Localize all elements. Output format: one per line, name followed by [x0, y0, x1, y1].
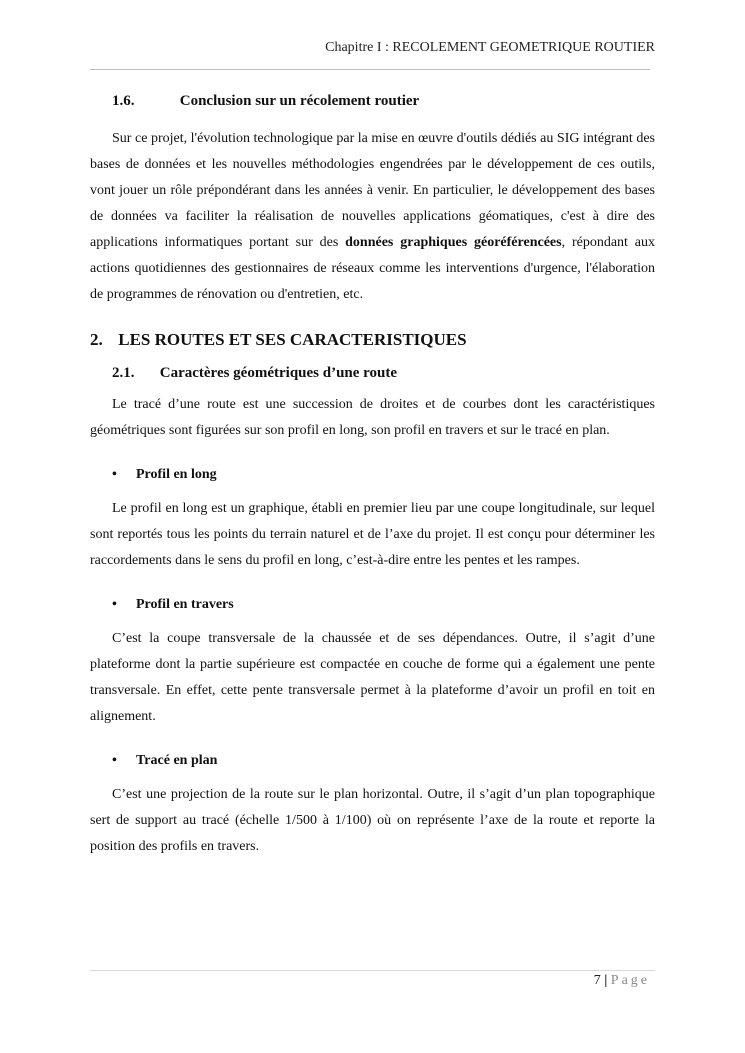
section-title: LES ROUTES ET SES CARACTERISTIQUES	[118, 330, 467, 349]
section-2-1-heading	[112, 362, 655, 384]
bullet-title: Profil en travers	[136, 597, 234, 612]
section-number: 1.6.	[112, 93, 135, 109]
section-title: Caractères géométriques d’une route	[159, 365, 398, 381]
bullet-icon: •	[112, 597, 117, 612]
page-label: Page	[610, 973, 650, 988]
paragraph-text: , répondant aux actions quotidiennes des gestionnaires de réseaux comme les interventions d'urgence, l'élaboration de programmes de rénovation ou d'entretien, etc.	[90, 235, 655, 302]
section-1-6-paragraph	[90, 126, 655, 308]
running-header: Chapitre I : RECOLEMENT GEOMETRIQUE ROUTIER	[325, 40, 655, 55]
bullet-paragraph: C’est une projection de la route sur le plan horizontal. Outre, il s’agit d’un plan topographique sert de support au tracé (échelle 1/500 à 1/100) où on représente l’axe de la route et reporte la position des profils en travers.	[90, 787, 655, 854]
bullet-heading	[112, 464, 655, 486]
bullet-paragraph: Le profil en long est un graphique, établi en premier lieu par une coupe longitudinale, sur lequel sont reportés tous les points du terrain naturel et de l’axe du projet. Il est conçu pour déterminer les raccordements dans le sens du profil en long, c’est-à-dire entre les pentes et les rampes.	[90, 501, 655, 568]
bullet-icon: •	[112, 467, 117, 482]
page-content	[90, 90, 655, 860]
section-2-1-paragraph: Le tracé d’une route est une succession de droites et de courbes dont les caractéristiques géométriques sont figurées sur son profil en long, son profil en travers et sur le tracé en plan.	[90, 397, 655, 438]
bullet-paragraph: C’est la coupe transversale de la chaussée et de ses dépendances. Outre, il s’agit d’une plateforme dont la partie supérieure est compactée en couche de forme qui a également une pente transversale. En effet, cette pente transversale permet à la plateforme d’avoir un profil en toit en alignement.	[90, 631, 655, 724]
bullet-heading	[112, 750, 655, 772]
section-1-6-heading	[112, 90, 655, 112]
section-number: 2.	[90, 330, 103, 349]
section-2-heading	[90, 328, 655, 352]
header-rule	[90, 69, 650, 70]
page-number: 7	[593, 973, 601, 988]
footer-separator: |	[604, 973, 608, 988]
section-number: 2.1.	[112, 365, 135, 381]
paragraph-text: Sur ce projet, l'évolution technologique par la mise en œuvre d'outils dédiés au SIG intégrant des bases de données et les nouvelles méthodologies engendrées par le développement de ces outils, vont jouer un rôle prépondérant dans les années à venir. En particulier, le développement des bases de données va faciliter la réalisation de nouvelles applications géomatiques, c'est à dire des applications informatiques portant sur des	[90, 131, 655, 250]
bullet-title: Profil en long	[136, 467, 217, 482]
paragraph-bold-text: données graphiques géoréférencées	[345, 235, 562, 250]
bullet-title: Tracé en plan	[136, 753, 218, 768]
footer-rule	[90, 970, 655, 971]
section-title: Conclusion sur un récolement routier	[179, 93, 420, 109]
bullet-heading	[112, 594, 655, 616]
page-footer	[594, 973, 650, 989]
bullet-icon: •	[112, 753, 117, 768]
